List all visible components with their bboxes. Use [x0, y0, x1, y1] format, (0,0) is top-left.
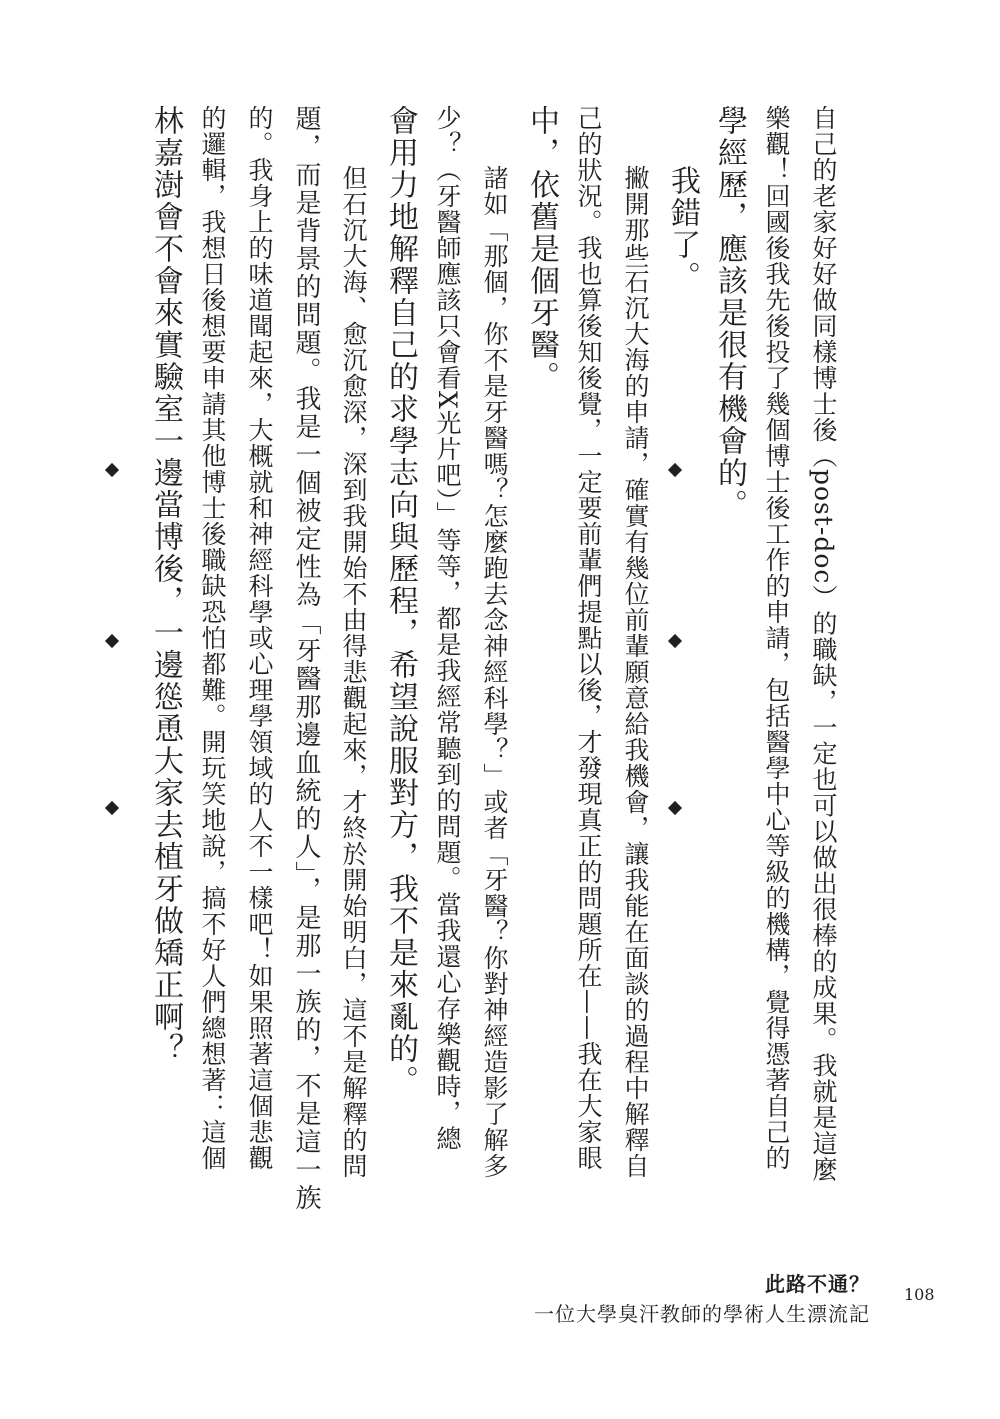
book-subtitle: 一位大學臭汗教師的學術人生漂流記 — [534, 1302, 870, 1326]
text-column-7: 中，依舊是個牙醫。 — [524, 105, 559, 393]
text-column-6: 己的狀況。我也算後知後覺，一定要前輩們提點以後，才發現真正的問題所在——我在大家眼 — [574, 105, 603, 1171]
text-column-15: 林嘉澍會不會來實驗室一邊當博後，一邊慫恿大家去植牙做矯正啊？ — [148, 105, 183, 1065]
text-column-14: 的邏輯，我想日後想要申請其他博士後職缺恐怕都難。開玩笑地說，搞不好人們總想著：這個 — [198, 105, 227, 1171]
text-column-5: 撇開那些石沉大海的申請，確實有幾位前輩願意給我機會，讓我能在面談的過程中解釋自 — [621, 165, 650, 1179]
text-column-8: 諸如「那個，你不是牙醫嗎？怎麼跑去念神經科學？」或者「牙醫？你對神經造影了解多 — [480, 165, 509, 1179]
text-column-1: 自己的老家好好做同樣博士後（post-doc）的職缺，一定也可以做出很棒的成果。我就是這麼 — [809, 105, 838, 1183]
text-column-12: 題，而是背景的問題。我是一個被定性為「牙醫那邊血統的人」，是那一族的，不是這一族 — [291, 105, 321, 1212]
text-column-9: 少？（牙醫師應該只會看X光片吧）」等等，都是我經常聽到的問題。當我還心存樂觀時，總 — [433, 105, 462, 1152]
section-divider-ornament — [668, 801, 682, 815]
page-number: 108 — [904, 1285, 935, 1304]
text-column-10: 會用力地解釋自己的求學志向與歷程，希望說服對方，我不是來亂的。 — [383, 105, 418, 1097]
section-divider-ornament — [105, 463, 119, 477]
text-column-3: 學經歷，應該是很有機會的。 — [712, 105, 747, 521]
section-divider-ornament — [105, 801, 119, 815]
section-divider-ornament — [668, 634, 682, 648]
section-divider-ornament — [105, 634, 119, 648]
book-title: 此路不通？ — [765, 1272, 870, 1296]
text-column-11: 但石沉大海、愈沉愈深，深到我開始不由得悲觀起來，才終於開始明白，這不是解釋的問 — [339, 165, 368, 1179]
section-divider-ornament — [668, 463, 682, 477]
text-column-2: 樂觀！回國後我先後投了幾個博士後工作的申請，包括醫學中心等級的機構，覺得憑著自己的 — [762, 105, 791, 1171]
text-column-13: 的。我身上的味道聞起來，大概就和神經科學或心理學領域的人不一樣吧！如果照著這個悲觀 — [245, 105, 274, 1171]
text-column-4: 我錯了。 — [665, 165, 700, 293]
